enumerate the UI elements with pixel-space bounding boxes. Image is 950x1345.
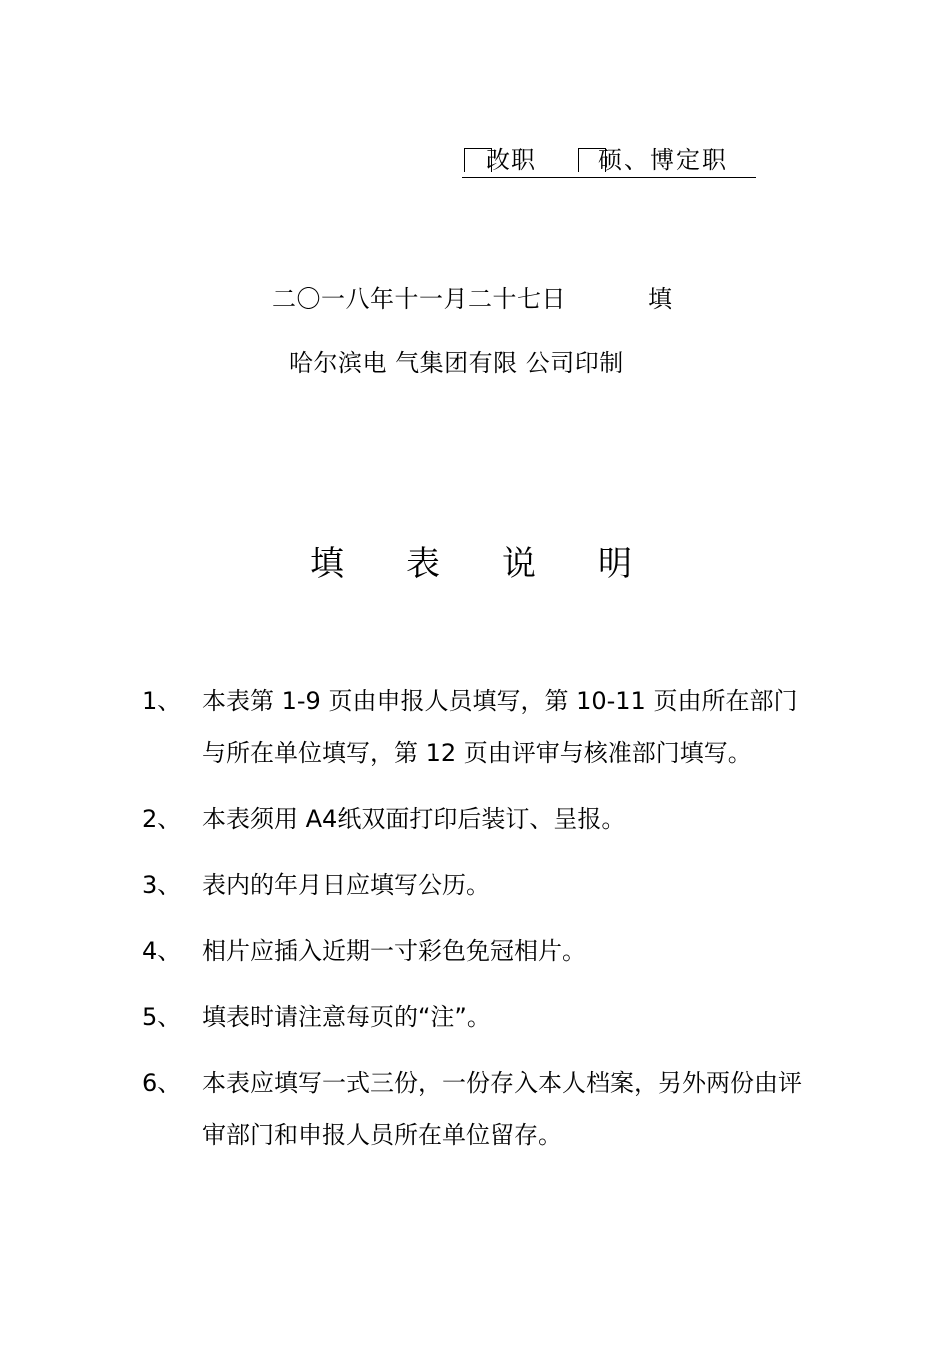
instruction-item — [142, 859, 822, 911]
instruction-item — [142, 925, 822, 977]
instruction-text: 填表时请注意每页的“注”。 — [202, 1003, 491, 1031]
instruction-number: 3、 — [142, 871, 182, 899]
instruction-number: 2、 — [142, 805, 182, 833]
instruction-item — [142, 1057, 822, 1161]
option-reassign-label: 改职 — [486, 146, 536, 174]
instruction-text: 本表须用 A4纸双面打印后装订、呈报。 — [202, 805, 626, 833]
option-masters-phd-label: 硕、博定职 — [598, 146, 728, 174]
instruction-number: 1、 — [142, 687, 182, 715]
instruction-text: 本表第 1-9 页由申报人员填写，第 10-11 页由所在部门与所在单位填写，第 12 页由评审与核准部门填写。 — [202, 687, 798, 767]
instruction-text: 表内的年月日应填写公历。 — [202, 871, 490, 899]
fill-date-line — [272, 281, 672, 317]
instructions-title: 填表说明 — [310, 544, 694, 584]
printer-credit: 哈尔滨电 气集团有限 公司印制 — [289, 349, 624, 377]
instruction-number: 6、 — [142, 1069, 182, 1097]
instruction-item — [142, 675, 822, 779]
instructions-list — [142, 675, 822, 1175]
instruction-text: 本表应填写一式三份，一份存入本人档案，另外两份由评审部门和申报人员所在单位留存。 — [202, 1069, 802, 1149]
instruction-number: 4、 — [142, 937, 182, 965]
title-options-line — [462, 143, 756, 178]
fill-date-suffix: 填 — [648, 285, 672, 313]
instruction-text: 相片应插入近期一寸彩色免冠相片。 — [202, 937, 586, 965]
instruction-item — [142, 793, 822, 845]
instruction-item — [142, 991, 822, 1043]
fill-date: 二〇一八年十一月二十七日 — [272, 285, 566, 313]
instruction-number: 5、 — [142, 1003, 182, 1031]
